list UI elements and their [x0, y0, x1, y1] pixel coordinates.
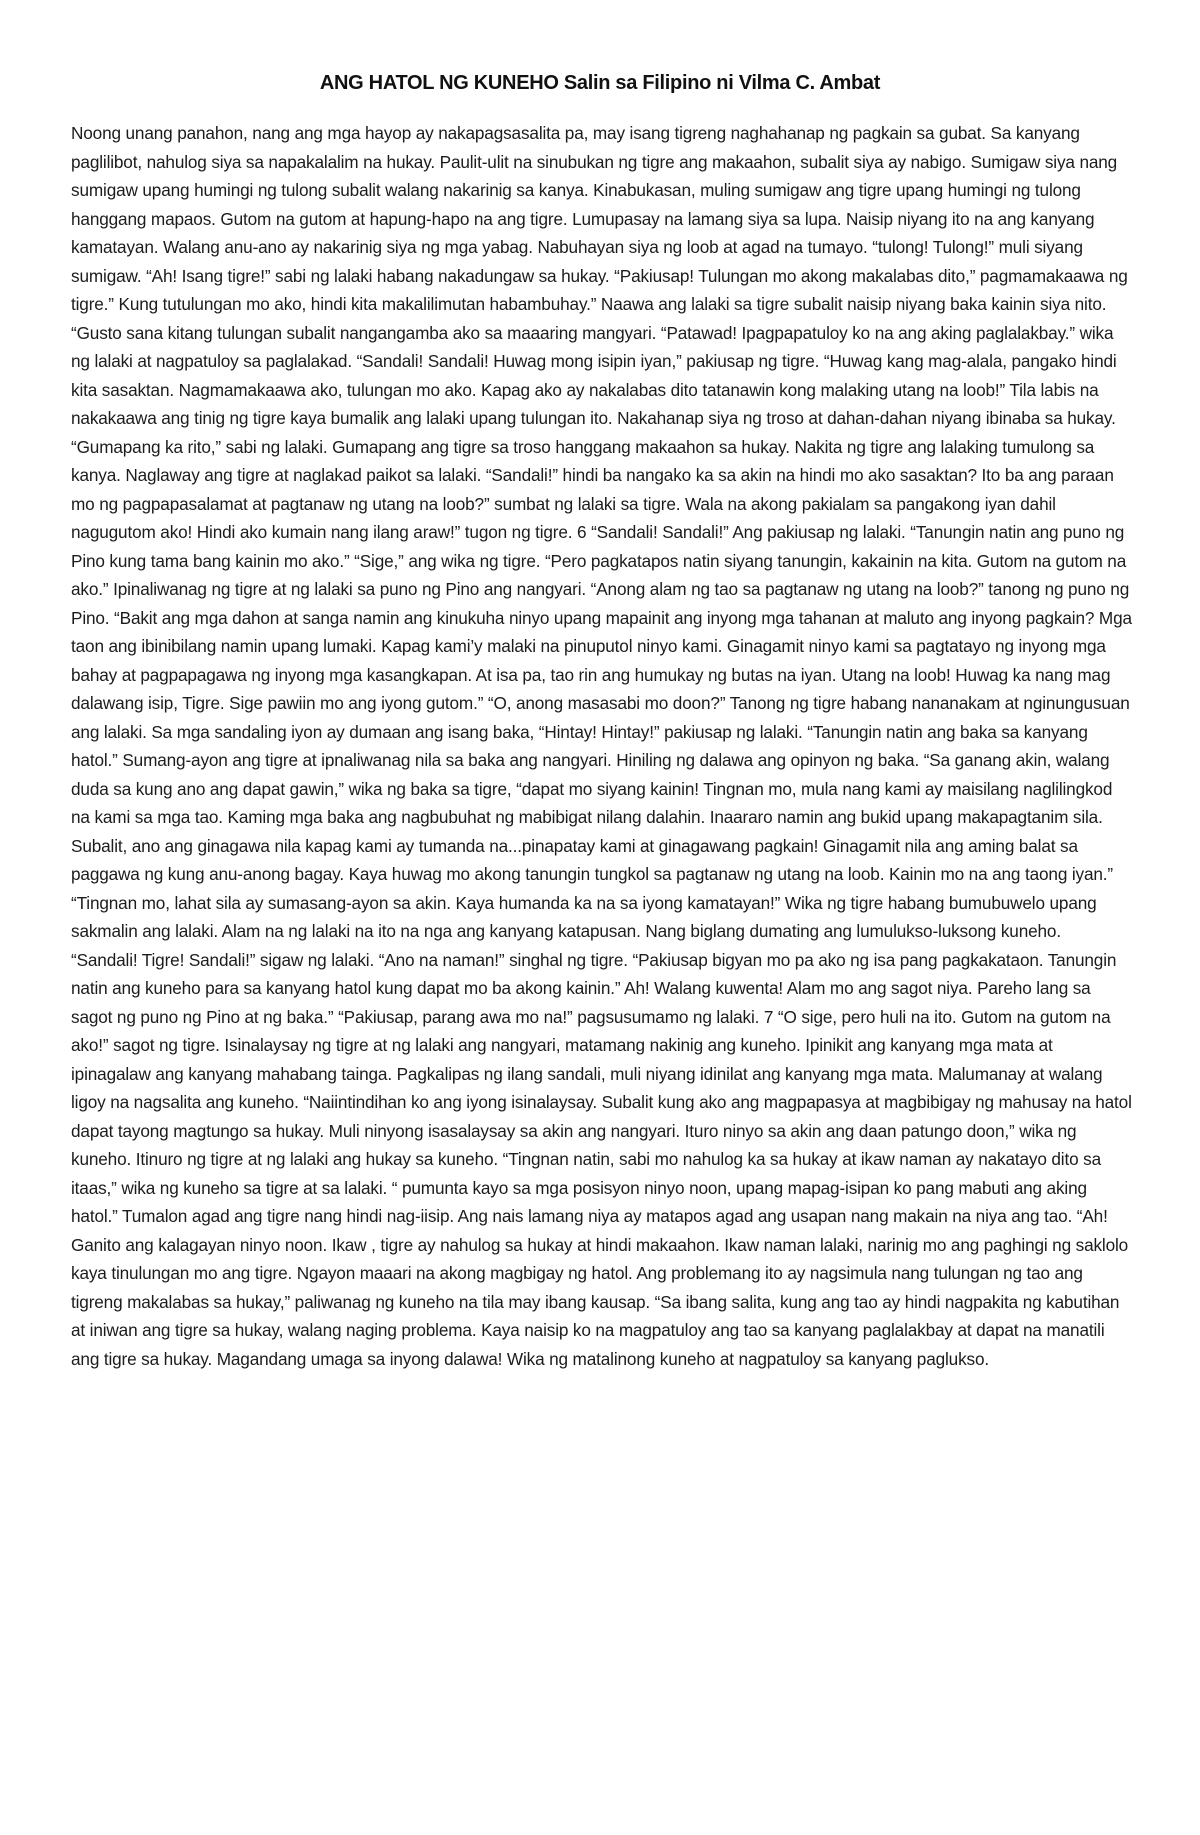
document-body-paragraph: Noong unang panahon, nang ang mga hayop ay nakapagsasalita pa, may isang tigreng naghahanap ng pagkain sa gubat. Sa kanyang paglilibot, nahulog siya sa napakalalim na hukay. Paulit-ulit na sinubukan ng tigre ang makaahon, subalit siya ay nabigo. Sumigaw siya nang sumigaw upang humingi ng tulong subalit walang nakarinig sa kanya. Kinabukasan, muling sumigaw ang tigre upang humingi ng tulong hanggang mapaos. Gutom na gutom at hapung-hapo na ang tigre. Lumupasay na lamang siya sa lupa. Naisip niyang ito na ang kanyang kamatayan. Walang anu-ano ay nakarinig siya ng mga yabag. Nabuhayan siya ng loob at agad na tumayo. “tulong! Tulong!” muli siyang sumigaw. “Ah! Isang tigre!” sabi ng lalaki habang nakadungaw sa hukay. “Pakiusap! Tulungan mo akong makalabas dito,” pagmamakaawa ng tigre.” Kung tutulungan mo ako, hindi kita makalilimutan habambuhay.” Naawa ang lalaki sa tigre subalit naisip niyang baka kainin siya nito. “Gusto sana kitang tulungan subalit nangangamba ako sa maaaring mangyari. “Patawad! Ipagpapatuloy ko na ang aking paglalakbay.” wika ng lalaki at nagpatuloy sa paglalakad. “Sandali! Sandali! Huwag mong isipin iyan,” pakiusap ng tigre. “Huwag kang mag-alala, pangako hindi kita sasaktan. Nagmamakaawa ako, tulungan mo ako. Kapag ako ay nakalabas dito tatanawin kong malaking utang na loob!” Tila labis na nakakaawa ang tinig ng tigre kaya bumalik ang lalaki upang tulungan ito. Nakahanap siya ng troso at dahan-dahan niyang ibinaba sa hukay. “Gumapang ka rito,” sabi ng lalaki. Gumapang ang tigre sa troso hanggang makaahon sa hukay. Nakita ng tigre ang lalaking tumulong sa kanya. Naglaway ang tigre at naglakad paikot sa lalaki. “Sandali!” hindi ba nangako ka sa akin na hindi mo ako sasaktan? Ito ba ang paraan mo ng pagpapasalamat at pagtanaw ng utang na loob?” sumbat ng lalaki sa tigre. Wala na akong pakialam sa pangakong iyan dahil nagugutom ako! Hindi ako kumain nang ilang araw!” tugon ng tigre. 6 “Sandali! Sandali!” Ang pakiusap ng lalaki. “Tanungin natin ang puno ng Pino kung tama bang kainin mo ako.” “Sige,” ang wika ng tigre. “Pero pagkatapos natin siyang tanungin, kakainin na kita. Gutom na gutom na ako.” Ipinaliwanag ng tigre at ng lalaki sa puno ng Pino ang nangyari. “Anong alam ng tao sa pagtanaw ng utang na loob?” tanong ng puno ng Pino. “Bakit ang mga dahon at sanga namin ang kinukuha ninyo upang mapainit ang inyong mga tahanan at maluto ang inyong pagkain? Mga taon ang ibinibilang namin upang lumaki. Kapag kami’y malaki na pinuputol ninyo kami. Ginagamit ninyo kami sa pagtatayo ng inyong mga bahay at pagpapagawa ng inyong mga kasangkapan. At isa pa, tao rin ang humukay ng butas na iyan. Utang na loob! Huwag ka nang mag dalawang isip, Tigre. Sige pawiin mo ang iyong gutom.” “O, anong masasabi mo doon?” Tanong ng tigre habang nananakam at nginungusuan ang lalaki. Sa mga sandaling iyon ay dumaan ang isang baka, “Hintay! Hintay!” pakiusap ng lalaki. “Tanungin natin ang baka sa kanyang hatol.” Sumang-ayon ang tigre at ipnaliwanag nila sa baka ang nangyari. Hiniling ng dalawa ang opinyon ng baka. “Sa ganang akin, walang duda sa kung ano ang dapat gawin,” wika ng baka sa tigre, “dapat mo siyang kainin! Tingnan mo, mula nang kami ay maisilang naglilingkod na kami sa mga tao. Kaming mga baka ang nagbubuhat ng mabibigat nilang dalahin. Inaararo namin ang bukid upang makapagtanim sila. Subalit, ano ang ginagawa nila kapag kami ay tumanda na...pinapatay kami at ginagawang pagkain! Ginagamit nila ang aming balat sa paggawa ng kung anu-anong bagay. Kaya huwag mo akong tanungin tungkol sa pagtanaw ng utang na loob. Kainin mo na ang taong iyan.” “Tingnan mo, lahat sila ay sumasang-ayon sa akin. Kaya humanda ka na sa iyong kamatayan!” Wika ng tigre habang bumubuwelo upang sakmalin ang lalaki. Alam na ng lalaki na ito na nga ang kanyang katapusan. Nang biglang dumating ang lumulukso-luksong kuneho. “Sandali! Tigre! Sandali!” sigaw ng lalaki. “Ano na naman!” singhal ng tigre. “Pakiusap bigyan mo pa ako ng isa pang pagkakataon. Tanungin natin ang kuneho para sa kanyang hatol kung dapat mo ba akong kainin.” Ah! Walang kuwenta! Alam mo ang sagot niya. Pareho lang sa sagot ng puno ng Pino at ng baka.” “Pakiusap, parang awa mo na!” pagsusumamo ng lalaki. 7 “O sige, pero huli na ito. Gutom na gutom na ako!” sagot ng tigre. Isinalaysay ng tigre at ng lalaki ang nangyari, matamang nakinig ang kuneho. Ipinikit ang kanyang mga mata at ipinagalaw ang kanyang mahabang tainga. Pagkalipas ng ilang sandali, muli niyang idinilat ang kanyang mga mata. Malumanay at walang ligoy na nagsalita ang kuneho. “Naiintindihan ko ang iyong isinalaysay. Subalit kung ako ang magpapasya at magbibigay ng mahusay na hatol dapat tayong magtungo sa hukay. Muli ninyong isasalaysay sa akin ang nangyari. Ituro ninyo sa akin ang daan patungo doon,” wika ng kuneho. Itinuro ng tigre at ng lalaki ang hukay sa kuneho. “Tingnan natin, sabi mo nahulog ka sa hukay at ikaw naman ay nakatayo dito sa itaas,” wika ng kuneho sa tigre at sa lalaki. “ pumunta kayo sa mga posisyon ninyo noon, upang mapag-isipan ko pang mabuti ang aking hatol.” Tumalon agad ang tigre nang hindi nag-iisip. Ang nais lamang niya ay matapos agad ang usapan nang makain na niya ang tao. “Ah! Ganito ang kalagayan ninyo noon. Ikaw , tigre ay nahulog sa hukay at hindi makaahon. Ikaw naman lalaki, narinig mo ang paghingi ng saklolo kaya tinulungan mo ang tigre. Ngayon maaari na akong magbigay ng hatol. Ang problemang ito ay nagsimula nang tulungan ng tao ang tigreng makalabas sa hukay,” paliwanag ng kuneho na tila may ibang kausap. “Sa ibang salita, kung ang tao ay hindi nagpakita ng kabutihan at iniwan ang tigre sa hukay, walang naging problema. Kaya naisip ko na magpatuloy ang tao sa kanyang paglalakbay at dapat na manatili ang tigre sa hukay. Magandang umaga sa inyong dalawa! Wika ng matalinong kuneho at nagpatuloy sa kanyang paglukso.	[71, 123, 1132, 1369]
document-title: ANG HATOL NG KUNEHO Salin sa Filipino ni Vilma C. Ambat	[319, 72, 881, 94]
